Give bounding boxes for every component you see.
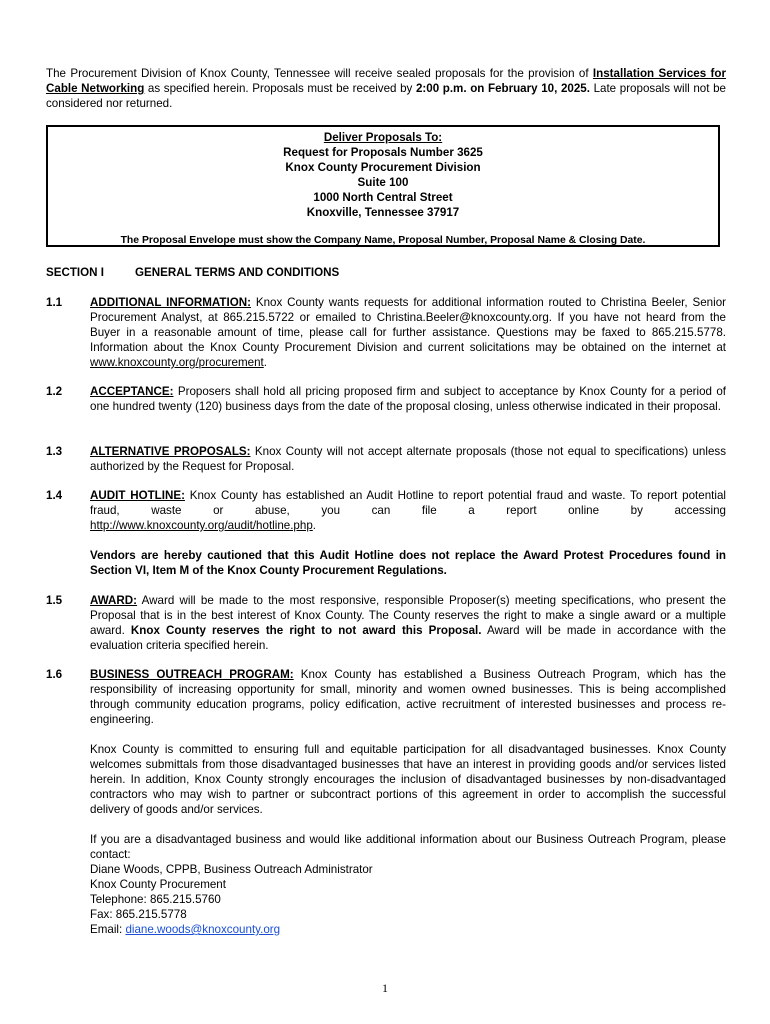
- item-number: 1.1: [46, 296, 63, 309]
- item-text: Award will be made to the most responsive, responsible Proposer(s) meeting specifications, who present the Proposal that is in the best interest of Knox County. The County reserves the right to make a single award or a multiple award.: [90, 594, 726, 637]
- intro-paragraph: [46, 66, 726, 111]
- intro-text-3: Late proposals will not be considered nor returned.: [46, 82, 726, 110]
- contact-fax: Fax: 865.215.5778: [90, 908, 187, 921]
- item-business-outreach: [46, 667, 726, 937]
- contact-telephone: Telephone: 865.215.5760: [90, 893, 221, 906]
- item-award: [46, 593, 726, 653]
- item-text: Knox County wants requests for additional information routed to Christina Beeler, Senior Procurement Analyst, at 865.215.5722 or emailed to Christina.Beeler@knoxcounty.org. If you have not heard from the Buyer in a reasonable amount of time, please call for further assistance. Questions may be faxed to 865.215.5778. Information about the Knox County Procurement Division and current solicitations may be obtained on the internet at: [90, 296, 726, 354]
- award-reservation: Knox County reserves the right to not award this Proposal.: [130, 624, 482, 637]
- item-text-end: .: [312, 519, 317, 532]
- section-number: SECTION I: [46, 266, 104, 279]
- item-text-end: .: [263, 356, 268, 369]
- contact-name: Diane Woods, CPPB, Business Outreach Administrator: [90, 863, 373, 876]
- item-text: Knox County will not accept alternate proposals (those not equal to specifications) unless authorized by the Request for Proposal.: [90, 445, 726, 473]
- item-title: ACCEPTANCE:: [90, 385, 174, 398]
- item-title: ALTERNATIVE PROPOSALS:: [90, 445, 251, 458]
- item-acceptance: [46, 384, 726, 414]
- item-title: AWARD:: [90, 594, 138, 607]
- audit-hotline-link[interactable]: http://www.knoxcounty.org/audit/hotline.php: [90, 519, 313, 532]
- intro-text-1: The Procurement Division of Knox County, Tennessee will receive sealed proposals for the provision of: [46, 67, 593, 80]
- envelope-note: The Proposal Envelope must show the Company Name, Proposal Number, Proposal Name & Closing Date.: [120, 235, 646, 246]
- item-title: AUDIT HOTLINE:: [90, 489, 185, 502]
- suite: Suite 100: [357, 176, 409, 189]
- page-number: 1: [382, 981, 388, 995]
- outreach-contact-intro: If you are a disadvantaged business and would like additional information about our Business Outreach Program, please contact:: [90, 833, 726, 861]
- outreach-commitment: Knox County is committed to ensuring full and equitable participation for all disadvantaged businesses. Knox County welcomes submittals from those disadvantaged businesses that have an interest in providing goods and/or services listed herein. In addition, Knox County strongly encourages the inclusion of disadvantaged businesses by non-disadvantaged contractors who may wish to partner or subcontract portions of this agreement in order to accomplish the successful delivery of goods and/or services.: [90, 743, 726, 816]
- item-alternative-proposals: [46, 444, 726, 474]
- deliver-proposals-box: [46, 125, 720, 247]
- item-audit-hotline: [46, 488, 726, 578]
- procurement-link[interactable]: www.knoxcounty.org/procurement: [90, 356, 264, 369]
- street-address: 1000 North Central Street: [313, 191, 453, 204]
- item-additional-information: [46, 295, 726, 370]
- item-number: 1.3: [46, 445, 63, 458]
- audit-caution: Vendors are hereby cautioned that this Audit Hotline does not replace the Award Protest Procedures found in Section VI, Item M of the Knox County Procurement Regulations.: [90, 549, 726, 577]
- rfp-number: Request for Proposals Number 3625: [283, 146, 483, 159]
- deliver-heading: Deliver Proposals To:: [323, 131, 443, 144]
- contact-email-link[interactable]: diane.woods@knoxcounty.org: [125, 923, 281, 936]
- item-title: ADDITIONAL INFORMATION:: [90, 296, 251, 309]
- item-number: 1.5: [46, 594, 63, 607]
- item-number: 1.4: [46, 489, 63, 502]
- item-number: 1.6: [46, 668, 63, 681]
- email-label: Email:: [90, 923, 126, 936]
- item-text: Knox County has established a Business Outreach Program, which has the responsibility of increasing opportunity for small, minority and women owned businesses. This is being accomplished through community education programs, policy edification, active recruitment of interested businesses and process re-engineering.: [90, 668, 726, 726]
- project-name: Installation Services for Cable Networking: [46, 67, 726, 95]
- city-state-zip: Knoxville, Tennessee 37917: [306, 206, 460, 219]
- section-title: GENERAL TERMS AND CONDITIONS: [135, 266, 340, 279]
- proposal-deadline: 2:00 p.m. on February 10, 2025.: [415, 82, 590, 95]
- item-text: Knox County has established an Audit Hotline to report potential fraud and waste. To report potential fraud, waste or abuse, you can file a report online by accessing: [90, 489, 726, 517]
- item-title: BUSINESS OUTREACH PROGRAM:: [90, 668, 294, 681]
- item-number: 1.2: [46, 385, 63, 398]
- item-text-end: Award will be made in accordance with the evaluation criteria specified herein.: [90, 624, 726, 652]
- item-text: Proposers shall hold all pricing proposed firm and subject to acceptance by Knox County for a period of one hundred twenty (120) business days from the date of the proposal closing, unless otherwise indicated in their proposal.: [90, 385, 726, 413]
- contact-org: Knox County Procurement: [90, 878, 226, 891]
- division-name: Knox County Procurement Division: [285, 161, 481, 174]
- intro-text-2: as specified herein. Proposals must be received by: [144, 82, 416, 95]
